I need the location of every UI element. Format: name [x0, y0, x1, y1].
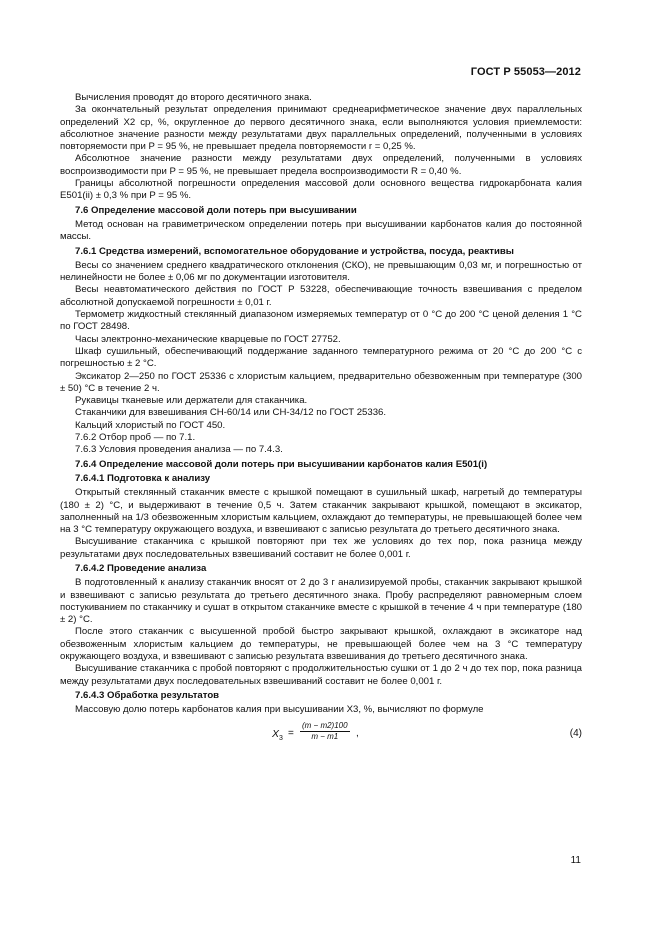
paragraph: За окончательный результат определения принимают среднеарифметическое значение двух параллельных определений X2 ср, %, округленное до первого десятичного знака, если выполняются условия приемлемости: абсолютное значение разности между результатами двух параллельных определений, полученными в условиях повторяемости при P = 95 %, не превышает предела повторяемости r = 0,25 %.: [60, 104, 582, 153]
section-heading-7-6-4-1: 7.6.4.1 Подготовка к анализу: [75, 472, 211, 484]
paragraph: Шкаф сушильный, обеспечивающий поддержание заданного температурного режима от 20 °С до 200 °С с погрешностью ± 2 °С.: [60, 345, 582, 370]
paragraph: В подготовленный к анализу стаканчик вносят от 2 до 3 г анализируемой пробы, стаканчик закрывают крышкой и взвешивают с записью результата до третьего десятичного знака. Пробу распределяют равномерным слоем постукиванием по стаканчику и сушат в открытом стаканчике вместе с крышкой в течение 4 ч при температуре (180 ± 2) °С.: [60, 577, 582, 626]
section-heading-7-6-1: 7.6.1 Средства измерений, вспомогательное оборудование и устройства, посуда, реактивы: [75, 245, 514, 257]
paragraph: Весы со значением среднего квадратического отклонения (СКО), не превышающим 0,03 мг, и погрешностью от нелинейности не более ± 0,06 мг по документации изготовителя.: [60, 259, 582, 284]
formula-numerator: (m − m2)100: [302, 720, 348, 730]
section-heading-7-6-4: 7.6.4 Определение массовой доли потерь при высушивании карбонатов калия Е501(i): [75, 458, 488, 470]
formula-4: [60, 719, 582, 751]
formula-lhs-subscript: 3: [279, 734, 283, 742]
page-number: 11: [570, 855, 581, 866]
paragraph: После этого стаканчик с высушенной пробой быстро закрывают крышкой, охлаждают в эксикаторе над обезвоженным хлористым кальцием до температуры, не превышающей более чем на 3 °С температуру окружающего воздуха, и взвешивают с записью результата взвешивания до третьего десятичного знака.: [60, 626, 582, 663]
paragraph: Метод основан на гравиметрическом определении потерь при высушивании карбонатов калия до постоянной массы.: [60, 218, 582, 243]
paragraph: Термометр жидкостный стеклянный диапазоном измеряемых температур от 0 °С до 200 °С ценой деления 1 °С по ГОСТ 28498.: [60, 309, 582, 333]
document-body: [60, 92, 582, 751]
formula-comma: ,: [356, 727, 359, 739]
paragraph: Часы электронно-механические кварцевые по ГОСТ 27752.: [75, 333, 341, 345]
paragraph: Стаканчики для взвешивания СН-60/14 или СН-34/12 по ГОСТ 25336.: [75, 407, 387, 419]
formula-lhs-symbol: X: [272, 727, 280, 740]
paragraph: Рукавицы тканевые или держатели для стаканчика.: [75, 395, 308, 407]
formula-number: (4): [569, 727, 582, 739]
section-heading-7-6-4-3: 7.6.4.3 Обработка результатов: [75, 689, 220, 701]
paragraph: Кальций хлористый по ГОСТ 450.: [75, 419, 226, 431]
formula-lhs: [272, 728, 283, 745]
section-heading-7-6-4-2: 7.6.4.2 Проведение анализа: [75, 562, 207, 574]
paragraph: Высушивание стаканчика с крышкой повторяют при тех же условиях до тех пор, пока разница между результатами двух последовательных взвешиваний составит не более 0,001 г.: [60, 536, 582, 560]
paragraph: Абсолютное значение разности между результатами двух определений, полученными в условиях воспроизводимости при P = 95 %, не превышает предела воспроизводимости R = 0,40 %.: [60, 153, 582, 177]
paragraph: Границы абсолютной погрешности определения массовой доли основного вещества гидрокарбоната калия Е501(ii) ± 0,3 % при P = 95 %.: [60, 178, 582, 202]
paragraph: Вычисления проводят до второго десятичного знака.: [75, 92, 312, 103]
section-heading-7-6: 7.6 Определение массовой доли потерь при высушивании: [75, 204, 357, 216]
paragraph: Массовую долю потерь карбонатов калия при высушивании X3, %, вычисляют по формуле: [75, 704, 484, 716]
formula-denominator: m − m1: [311, 731, 339, 741]
paragraph: 7.6.2 Отбор проб — по 7.1.: [75, 432, 196, 444]
paragraph: Весы неавтоматического действия по ГОСТ Р 53228, обеспечивающие точность взвешивания с пределом абсолютной допускаемой погрешности ± 0,01 г.: [60, 284, 582, 308]
paragraph: Высушивание стаканчика с пробой повторяют с продолжительностью сушки от 1 до 2 ч до тех пор, пока разница между результатами двух последовательных взвешиваний составит не более 0,001 г.: [60, 663, 582, 687]
paragraph: Открытый стеклянный стаканчик вместе с крышкой помещают в сушильный шкаф, нагретый до температуры (180 ± 2) °С, и выдерживают в течение 0,5 ч. Затем стаканчик закрывают крышкой, помещают в эксикатор, заполненный на 1/3 обезвоженным хлористым кальцием, охлаждают до температуры, не превышающей более чем на 3 °С температуру окружающего воздуха, и взвешивают с записью результата до третьего десятичного знака.: [60, 487, 582, 536]
formula-equals: =: [288, 727, 294, 739]
document-id-header: ГОСТ Р 55053—2012: [470, 66, 581, 78]
paragraph: 7.6.3 Условия проведения анализа — по 7.4.3.: [75, 444, 283, 456]
paragraph: Эксикатор 2—250 по ГОСТ 25336 с хлористым кальцием, предварительно обезвоженным при температуре (300 ± 50) °С в течение 2 ч.: [60, 370, 582, 394]
formula-fraction: [300, 721, 350, 742]
